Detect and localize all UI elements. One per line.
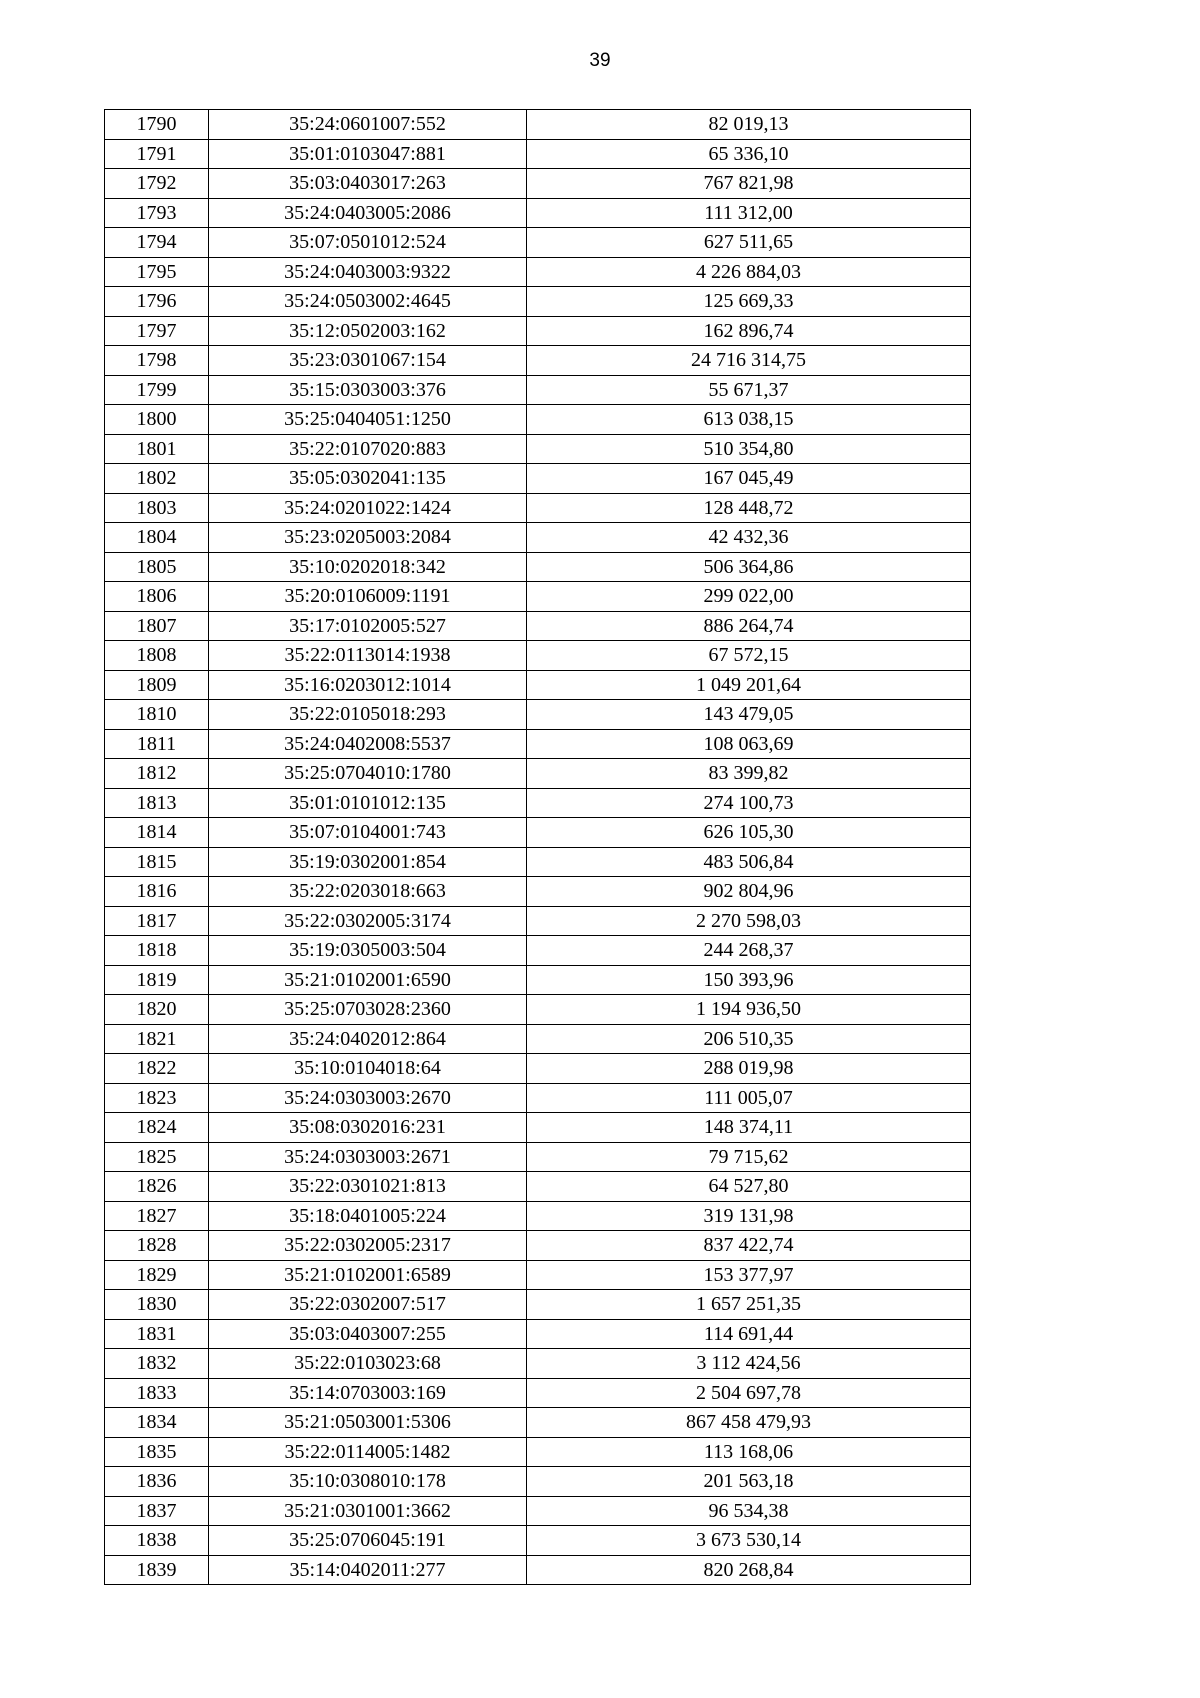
cadastral-value-cell: 83 399,82 (527, 759, 971, 789)
table-row (105, 316, 971, 346)
cadastral-value-cell: 244 268,37 (527, 936, 971, 966)
cadastral-value-cell: 111 005,07 (527, 1083, 971, 1113)
cadastral-number-cell: 35:25:0404051:1250 (209, 405, 527, 435)
table-row (105, 1083, 971, 1113)
row-number-cell: 1799 (105, 375, 209, 405)
table-row (105, 611, 971, 641)
cadastral-number-cell: 35:22:0105018:293 (209, 700, 527, 730)
cadastral-value-cell: 108 063,69 (527, 729, 971, 759)
cadastral-value-cell: 2 270 598,03 (527, 906, 971, 936)
table-row (105, 346, 971, 376)
row-number-cell: 1812 (105, 759, 209, 789)
row-number-cell: 1825 (105, 1142, 209, 1172)
table-row (105, 405, 971, 435)
cadastral-number-cell: 35:25:0703028:2360 (209, 995, 527, 1025)
table-row (105, 700, 971, 730)
cadastral-number-cell: 35:24:0303003:2670 (209, 1083, 527, 1113)
table-row (105, 169, 971, 199)
row-number-cell: 1819 (105, 965, 209, 995)
table-row (105, 818, 971, 848)
cadastral-value-cell: 613 038,15 (527, 405, 971, 435)
row-number-cell: 1837 (105, 1496, 209, 1526)
cadastral-number-cell: 35:10:0202018:342 (209, 552, 527, 582)
row-number-cell: 1801 (105, 434, 209, 464)
cadastral-number-cell: 35:24:0402012:864 (209, 1024, 527, 1054)
row-number-cell: 1816 (105, 877, 209, 907)
cadastral-number-cell: 35:22:0103023:68 (209, 1349, 527, 1379)
cadastral-value-cell: 82 019,13 (527, 110, 971, 140)
cadastral-value-cell: 125 669,33 (527, 287, 971, 317)
table-row (105, 582, 971, 612)
table-row (105, 1319, 971, 1349)
table-row (105, 670, 971, 700)
table-row (105, 110, 971, 140)
row-number-cell: 1791 (105, 139, 209, 169)
cadastral-value-cell: 299 022,00 (527, 582, 971, 612)
table-row (105, 198, 971, 228)
cadastral-number-cell: 35:24:0503002:4645 (209, 287, 527, 317)
table-row (105, 1142, 971, 1172)
cadastral-value-cell: 1 657 251,35 (527, 1290, 971, 1320)
cadastral-value-cell: 24 716 314,75 (527, 346, 971, 376)
cadastral-value-cell: 143 479,05 (527, 700, 971, 730)
cadastral-value-cell: 1 194 936,50 (527, 995, 971, 1025)
table-row (105, 1231, 971, 1261)
table-row (105, 1408, 971, 1438)
cadastral-value-cell: 150 393,96 (527, 965, 971, 995)
table-row (105, 464, 971, 494)
row-number-cell: 1815 (105, 847, 209, 877)
cadastral-value-cell: 902 804,96 (527, 877, 971, 907)
row-number-cell: 1838 (105, 1526, 209, 1556)
row-number-cell: 1798 (105, 346, 209, 376)
cadastral-value-cell: 837 422,74 (527, 1231, 971, 1261)
table-row (105, 434, 971, 464)
table-body (105, 110, 971, 1585)
cadastral-value-cell: 153 377,97 (527, 1260, 971, 1290)
cadastral-value-cell: 274 100,73 (527, 788, 971, 818)
row-number-cell: 1810 (105, 700, 209, 730)
cadastral-number-cell: 35:19:0305003:504 (209, 936, 527, 966)
cadastral-value-cell: 626 105,30 (527, 818, 971, 848)
row-number-cell: 1820 (105, 995, 209, 1025)
cadastral-number-cell: 35:18:0401005:224 (209, 1201, 527, 1231)
cadastral-number-cell: 35:19:0302001:854 (209, 847, 527, 877)
cadastral-value-cell: 288 019,98 (527, 1054, 971, 1084)
cadastral-value-cell: 67 572,15 (527, 641, 971, 671)
row-number-cell: 1811 (105, 729, 209, 759)
cadastral-number-cell: 35:24:0403005:2086 (209, 198, 527, 228)
row-number-cell: 1827 (105, 1201, 209, 1231)
row-number-cell: 1808 (105, 641, 209, 671)
row-number-cell: 1817 (105, 906, 209, 936)
cadastral-number-cell: 35:22:0301021:813 (209, 1172, 527, 1202)
cadastral-number-cell: 35:14:0703003:169 (209, 1378, 527, 1408)
cadastral-value-cell: 206 510,35 (527, 1024, 971, 1054)
cadastral-number-cell: 35:07:0104001:743 (209, 818, 527, 848)
cadastral-number-cell: 35:22:0203018:663 (209, 877, 527, 907)
cadastral-number-cell: 35:21:0102001:6589 (209, 1260, 527, 1290)
cadastral-value-cell: 4 226 884,03 (527, 257, 971, 287)
row-number-cell: 1822 (105, 1054, 209, 1084)
table-row (105, 257, 971, 287)
cadastral-value-cell: 64 527,80 (527, 1172, 971, 1202)
row-number-cell: 1802 (105, 464, 209, 494)
cadastral-value-cell: 1 049 201,64 (527, 670, 971, 700)
table-row (105, 228, 971, 258)
table-row (105, 139, 971, 169)
cadastral-value-cell: 506 364,86 (527, 552, 971, 582)
table-row (105, 936, 971, 966)
row-number-cell: 1836 (105, 1467, 209, 1497)
row-number-cell: 1800 (105, 405, 209, 435)
row-number-cell: 1809 (105, 670, 209, 700)
row-number-cell: 1821 (105, 1024, 209, 1054)
cadastral-value-cell: 114 691,44 (527, 1319, 971, 1349)
row-number-cell: 1823 (105, 1083, 209, 1113)
table-row (105, 1172, 971, 1202)
table-row (105, 493, 971, 523)
table-row (105, 1054, 971, 1084)
cadastral-value-cell: 162 896,74 (527, 316, 971, 346)
cadastral-value-cell: 65 336,10 (527, 139, 971, 169)
page-number: 39 (589, 50, 611, 71)
row-number-cell: 1790 (105, 110, 209, 140)
cadastral-value-cell: 483 506,84 (527, 847, 971, 877)
cadastral-number-cell: 35:10:0104018:64 (209, 1054, 527, 1084)
table-row (105, 1260, 971, 1290)
cadastral-number-cell: 35:21:0301001:3662 (209, 1496, 527, 1526)
cadastral-number-cell: 35:15:0303003:376 (209, 375, 527, 405)
row-number-cell: 1835 (105, 1437, 209, 1467)
row-number-cell: 1806 (105, 582, 209, 612)
cadastral-number-cell: 35:24:0201022:1424 (209, 493, 527, 523)
cadastral-value-cell: 113 168,06 (527, 1437, 971, 1467)
cadastral-value-cell: 148 374,11 (527, 1113, 971, 1143)
cadastral-number-cell: 35:25:0706045:191 (209, 1526, 527, 1556)
row-number-cell: 1833 (105, 1378, 209, 1408)
table-row (105, 1290, 971, 1320)
row-number-cell: 1792 (105, 169, 209, 199)
cadastral-value-cell: 201 563,18 (527, 1467, 971, 1497)
table-row (105, 1496, 971, 1526)
table-row (105, 641, 971, 671)
row-number-cell: 1795 (105, 257, 209, 287)
row-number-cell: 1804 (105, 523, 209, 553)
cadastral-number-cell: 35:23:0205003:2084 (209, 523, 527, 553)
table-row (105, 1113, 971, 1143)
cadastral-number-cell: 35:24:0403003:9322 (209, 257, 527, 287)
cadastral-number-cell: 35:17:0102005:527 (209, 611, 527, 641)
row-number-cell: 1813 (105, 788, 209, 818)
table-row (105, 1555, 971, 1585)
cadastral-value-cell: 767 821,98 (527, 169, 971, 199)
table-row (105, 995, 971, 1025)
table-row (105, 287, 971, 317)
cadastral-number-cell: 35:24:0402008:5537 (209, 729, 527, 759)
cadastral-value-cell: 3 673 530,14 (527, 1526, 971, 1556)
cadastral-number-cell: 35:25:0704010:1780 (209, 759, 527, 789)
row-number-cell: 1830 (105, 1290, 209, 1320)
cadastral-value-cell: 96 534,38 (527, 1496, 971, 1526)
cadastral-number-cell: 35:20:0106009:1191 (209, 582, 527, 612)
cadastral-number-cell: 35:22:0302005:2317 (209, 1231, 527, 1261)
cadastral-number-cell: 35:01:0101012:135 (209, 788, 527, 818)
table-row (105, 523, 971, 553)
table-row (105, 1467, 971, 1497)
table-row (105, 877, 971, 907)
cadastral-value-cell: 167 045,49 (527, 464, 971, 494)
row-number-cell: 1818 (105, 936, 209, 966)
row-number-cell: 1807 (105, 611, 209, 641)
row-number-cell: 1829 (105, 1260, 209, 1290)
cadastral-number-cell: 35:03:0403007:255 (209, 1319, 527, 1349)
cadastral-number-cell: 35:22:0107020:883 (209, 434, 527, 464)
row-number-cell: 1803 (105, 493, 209, 523)
table-row (105, 906, 971, 936)
row-number-cell: 1828 (105, 1231, 209, 1261)
cadastral-value-cell: 3 112 424,56 (527, 1349, 971, 1379)
cadastral-number-cell: 35:14:0402011:277 (209, 1555, 527, 1585)
cadastral-number-cell: 35:21:0102001:6590 (209, 965, 527, 995)
cadastral-number-cell: 35:05:0302041:135 (209, 464, 527, 494)
row-number-cell: 1832 (105, 1349, 209, 1379)
table-row (105, 375, 971, 405)
row-number-cell: 1797 (105, 316, 209, 346)
table-row (105, 759, 971, 789)
table-row (105, 1201, 971, 1231)
table-row (105, 729, 971, 759)
row-number-cell: 1831 (105, 1319, 209, 1349)
row-number-cell: 1794 (105, 228, 209, 258)
cadastral-number-cell: 35:12:0502003:162 (209, 316, 527, 346)
row-number-cell: 1796 (105, 287, 209, 317)
table-row (105, 965, 971, 995)
cadastral-number-cell: 35:22:0114005:1482 (209, 1437, 527, 1467)
cadastral-number-cell: 35:24:0303003:2671 (209, 1142, 527, 1172)
row-number-cell: 1824 (105, 1113, 209, 1143)
cadastral-value-cell: 319 131,98 (527, 1201, 971, 1231)
cadastral-value-cell: 627 511,65 (527, 228, 971, 258)
cadastral-number-cell: 35:21:0503001:5306 (209, 1408, 527, 1438)
cadastral-number-cell: 35:22:0302007:517 (209, 1290, 527, 1320)
cadastral-number-cell: 35:01:0103047:881 (209, 139, 527, 169)
table-row (105, 552, 971, 582)
cadastral-number-cell: 35:03:0403017:263 (209, 169, 527, 199)
row-number-cell: 1834 (105, 1408, 209, 1438)
table-row (105, 1024, 971, 1054)
cadastral-number-cell: 35:23:0301067:154 (209, 346, 527, 376)
cadastral-value-cell: 820 268,84 (527, 1555, 971, 1585)
cadastral-value-cell: 2 504 697,78 (527, 1378, 971, 1408)
row-number-cell: 1826 (105, 1172, 209, 1202)
table-row (105, 1349, 971, 1379)
table-row (105, 1437, 971, 1467)
table-row (105, 1526, 971, 1556)
row-number-cell: 1839 (105, 1555, 209, 1585)
cadastral-number-cell: 35:16:0203012:1014 (209, 670, 527, 700)
cadastral-value-cell: 111 312,00 (527, 198, 971, 228)
cadastral-value-cell: 128 448,72 (527, 493, 971, 523)
table-row (105, 788, 971, 818)
row-number-cell: 1814 (105, 818, 209, 848)
row-number-cell: 1805 (105, 552, 209, 582)
cadastral-number-cell: 35:24:0601007:552 (209, 110, 527, 140)
row-number-cell: 1793 (105, 198, 209, 228)
cadastral-number-cell: 35:22:0302005:3174 (209, 906, 527, 936)
cadastral-number-cell: 35:07:0501012:524 (209, 228, 527, 258)
cadastral-number-cell: 35:08:0302016:231 (209, 1113, 527, 1143)
cadastral-value-cell: 886 264,74 (527, 611, 971, 641)
cadastral-value-cell: 867 458 479,93 (527, 1408, 971, 1438)
cadastral-value-cell: 42 432,36 (527, 523, 971, 553)
cadastral-number-cell: 35:22:0113014:1938 (209, 641, 527, 671)
cadastral-number-cell: 35:10:0308010:178 (209, 1467, 527, 1497)
cadastral-value-table (104, 109, 971, 1585)
table-row (105, 1378, 971, 1408)
cadastral-value-cell: 55 671,37 (527, 375, 971, 405)
cadastral-value-cell: 79 715,62 (527, 1142, 971, 1172)
table-row (105, 847, 971, 877)
cadastral-value-cell: 510 354,80 (527, 434, 971, 464)
